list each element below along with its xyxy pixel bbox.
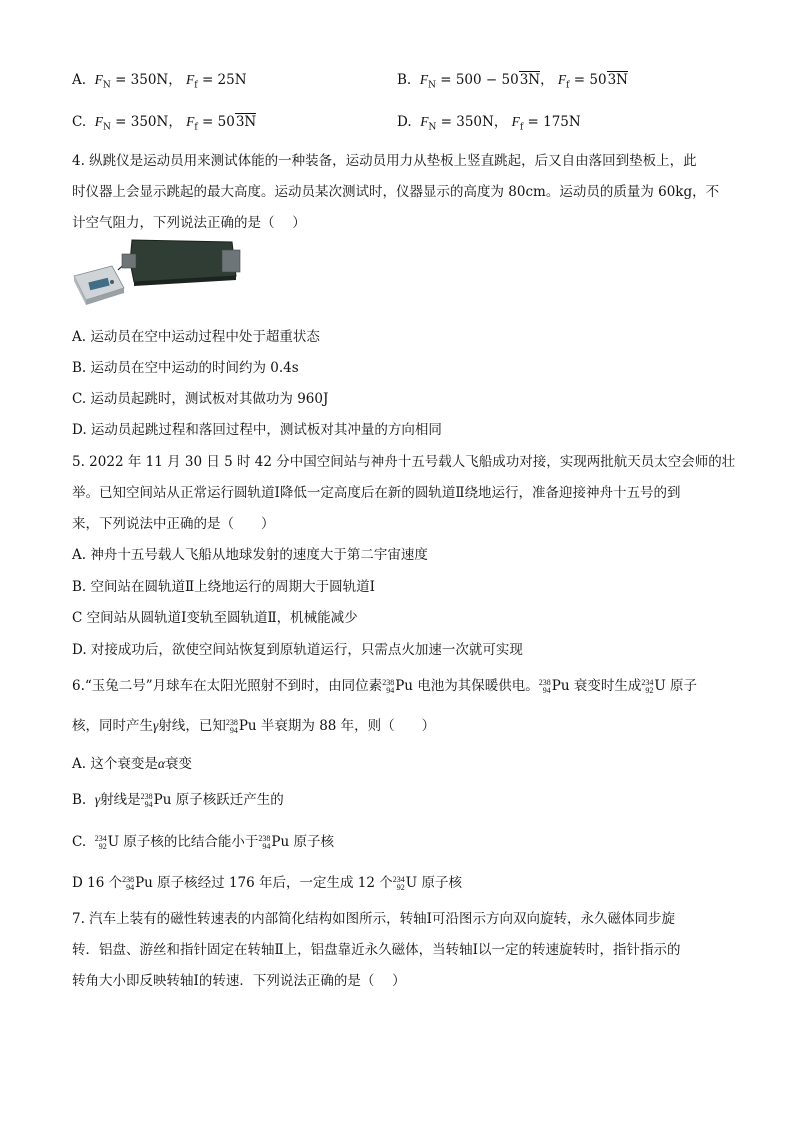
q5-option-b: B. 空间站在圆轨道Ⅱ上绕地运行的周期大于圆轨道Ⅰ	[72, 579, 376, 595]
sqrt-symbol: 3N	[235, 114, 257, 130]
q3-option-a: A. $F_N = 350N$， $F_f = 25N$	[72, 72, 247, 91]
q6-option-a: A. 这个衰变是α衰变	[72, 756, 192, 772]
jump-tester-image	[72, 236, 252, 316]
q5-option-a: A. 神舟十五号载人飞船从地球发射的速度大于第二宇宙速度	[72, 547, 428, 563]
q3-option-c: C. $F_N = 350N$， $F_f = 503N$	[72, 114, 257, 133]
q5-stem-line-2: 举。已知空间站从正常运行圆轨道Ⅰ降低一定高度后在新的圆轨道Ⅱ绕地运行，准备迎接神舟十五号的到	[72, 485, 681, 501]
q5-stem-line-3: 来，下列说法中正确的是（ ）	[72, 516, 275, 532]
q4-stem-line-1: 4. 纵跳仪是运动员用来测试体能的一种装备，运动员用力从垫板上竖直跳起，后又自由落回到垫板上，此	[72, 153, 697, 169]
q3-option-b: B. $F_N = 500 - 503N$， $F_f = 503N$	[397, 72, 628, 91]
q7-stem-line-3: 转角大小即反映转轴Ⅰ的转速．下列说法正确的是（ ）	[72, 973, 406, 989]
q4-option-b: B. 运动员在空中运动的时间约为 0.4s	[72, 360, 299, 376]
q6-stem-line-1: 6.“玉兔二号”月球车在太阳光照射不到时，由同位素 238 94 Pu 电池为其保暖供电。 238 94 Pu 衰变时生成 234 92 U 原子	[72, 677, 698, 695]
q5-stem-line-1: 5. 2022 年 11 月 30 日 5 时 42 分中国空间站与神舟十五号载人飞船成功对接，实现两批航天员太空会师的壮	[72, 454, 736, 470]
q7-stem-line-1: 7. 汽车上装有的磁性转速表的内部简化结构如图所示，转轴Ⅰ可沿图示方向双向旋转，永久磁体同步旋	[72, 911, 676, 927]
q4-option-c: C. 运动员起跳时，测试板对其做功为 960J	[72, 391, 329, 407]
q4-stem-line-3: 计空气阻力，下列说法正确的是（ ）	[72, 215, 306, 231]
sqrt-symbol: 3N	[519, 72, 541, 88]
q6-stem-line-2: 核，同时产生γ射线，已知 238 94 Pu 半衰期为 88 年，则（ ）	[72, 717, 436, 735]
q6-option-c: C. 234 92 U 原子核的比结合能小于 238 94 Pu 原子核	[72, 833, 334, 851]
q6-option-d: D 16 个 238 94 Pu 原子核经过 176 年后，一定生成 12 个 234 92 U 原子核	[72, 874, 462, 892]
q7-stem-line-2: 转．铝盘、游丝和指针固定在转轴Ⅱ上，铝盘靠近永久磁体，当转轴Ⅰ以一定的转速旋转时，指针指示的	[72, 942, 681, 958]
q6-option-b: B. γ射线是 238 94 Pu 原子核跃迁产生的	[72, 791, 284, 809]
q5-option-c: C 空间站从圆轨道Ⅰ变轨至圆轨道Ⅱ，机械能减少	[72, 610, 358, 626]
q3-option-d: D. $F_N = 350N$， $F_f = 175N$	[397, 114, 581, 133]
q4-stem-line-2: 时仪器上会显示跳起的最大高度。运动员某次测试时，仪器显示的高度为 80cm。运动员的质量为 60kg，不	[72, 184, 720, 200]
q4-option-a: A. 运动员在空中运动过程中处于超重状态	[72, 329, 320, 345]
sqrt-symbol: 3N	[607, 72, 628, 88]
q5-option-d: D. 对接成功后，欲使空间站恢复到原轨道运行，只需点火加速一次就可实现	[72, 642, 523, 658]
q4-option-d: D. 运动员起跳过程和落回过程中，测试板对其冲量的方向相同	[72, 422, 442, 438]
